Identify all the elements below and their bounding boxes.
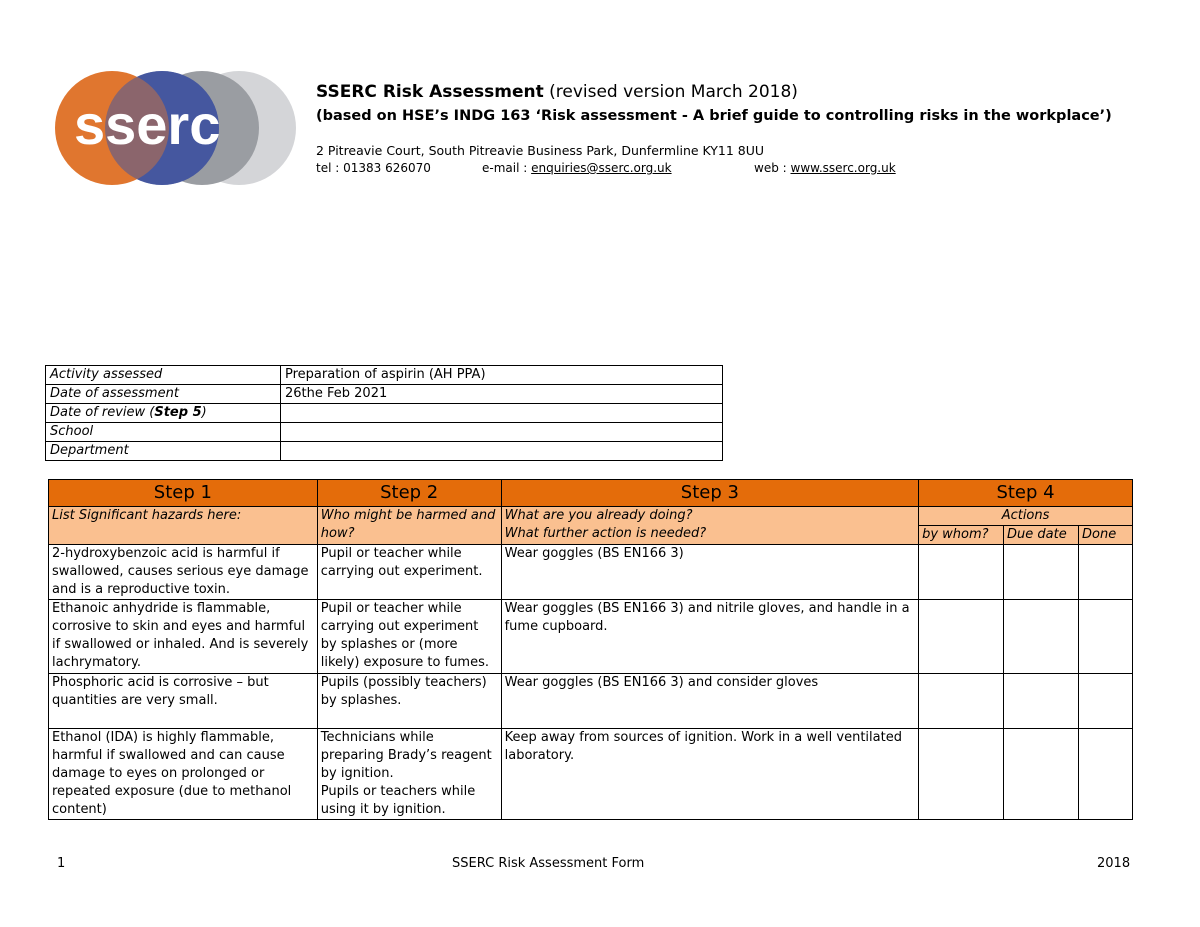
- who-cell: Pupil or teacher while carrying out experiment.: [317, 545, 501, 600]
- review-label: [46, 404, 281, 423]
- footer-page-number: 1: [57, 856, 66, 871]
- due-date-cell[interactable]: [1004, 545, 1079, 600]
- page-title: [316, 80, 1176, 104]
- title-bold: SSERC Risk Assessment: [316, 82, 544, 102]
- action-subheader: What are you already doing? What further action is needed?: [501, 507, 918, 545]
- table-row: [49, 674, 1133, 729]
- review-label-step: Step 5: [154, 405, 202, 420]
- action-cell: Keep away from sources of ignition. Work in a well ventilated laboratory.: [501, 729, 918, 820]
- date-label: Date of assessment: [46, 385, 281, 404]
- info-row-department: [46, 442, 723, 461]
- risk-assessment-table: [48, 479, 1133, 820]
- who-cell: Pupil or teacher while carrying out experiment by splashes or (more likely) exposure to fumes.: [317, 600, 501, 674]
- department-label: Department: [46, 442, 281, 461]
- info-row-school: [46, 423, 723, 442]
- sub-header-row-1: [49, 507, 1133, 526]
- web-block: [754, 160, 896, 176]
- done-cell[interactable]: [1078, 600, 1132, 674]
- info-row-review: [46, 404, 723, 423]
- due-date-cell[interactable]: [1004, 729, 1079, 820]
- footer-year: 2018: [1097, 856, 1131, 871]
- step-2-header: Step 2: [317, 480, 501, 507]
- who-subheader: Who might be harmed and how?: [317, 507, 501, 545]
- due-date-subheader: Due date: [1004, 526, 1079, 545]
- by-whom-cell[interactable]: [919, 545, 1004, 600]
- by-whom-cell[interactable]: [919, 674, 1004, 729]
- sserc-logo: [52, 68, 302, 188]
- table-row: [49, 600, 1133, 674]
- school-label: School: [46, 423, 281, 442]
- by-whom-cell[interactable]: [919, 600, 1004, 674]
- action-cell: Wear goggles (BS EN166 3) and consider gloves: [501, 674, 918, 729]
- step-3-header: Step 3: [501, 480, 918, 507]
- done-cell[interactable]: [1078, 545, 1132, 600]
- hazard-cell: 2-hydroxybenzoic acid is harmful if swallowed, causes serious eye damage and is a reproductive toxin.: [49, 545, 318, 600]
- done-cell[interactable]: [1078, 729, 1132, 820]
- hazard-cell: Ethanol (IDA) is highly flammable, harmful if swallowed and can cause damage to eyes on prolonged or repeated exposure (due to methanol content): [49, 729, 318, 820]
- who-cell: Technicians while preparing Brady’s reagent by ignition. Pupils or teachers while using it by ignition.: [317, 729, 501, 820]
- step-header-row: [49, 480, 1133, 507]
- date-value: 26the Feb 2021: [281, 385, 723, 404]
- done-cell[interactable]: [1078, 674, 1132, 729]
- hazard-cell: Ethanoic anhydride is flammable, corrosive to skin and eyes and harmful if swallowed or inhaled. And is severely lachrymatory.: [49, 600, 318, 674]
- by-whom-cell[interactable]: [919, 729, 1004, 820]
- tel: tel : 01383 626070: [316, 161, 431, 175]
- due-date-cell[interactable]: [1004, 674, 1079, 729]
- step-4-header: Step 4: [919, 480, 1133, 507]
- department-value: [281, 442, 723, 461]
- hazards-subheader: List Significant hazards here:: [49, 507, 318, 545]
- title-rest: (revised version March 2018): [543, 82, 798, 102]
- review-label-post: ): [201, 405, 207, 420]
- activity-value: Preparation of aspirin (AH PPA): [281, 366, 723, 385]
- who-cell: Pupils (possibly teachers) by splashes.: [317, 674, 501, 729]
- info-row-activity: [46, 366, 723, 385]
- footer-title: SSERC Risk Assessment Form: [452, 856, 645, 871]
- by-whom-subheader: by whom?: [919, 526, 1004, 545]
- due-date-cell[interactable]: [1004, 600, 1079, 674]
- address: 2 Pitreavie Court, South Pitreavie Business Park, Dunfermline KY11 8UU: [316, 143, 765, 158]
- actions-subheader: Actions: [919, 507, 1133, 526]
- email-block: [482, 160, 672, 176]
- web-link[interactable]: www.sserc.org.uk: [790, 161, 896, 175]
- info-row-date: [46, 385, 723, 404]
- table-row: [49, 729, 1133, 820]
- contact-line: [316, 160, 1176, 178]
- document-header: [316, 80, 1176, 178]
- hazard-cell: Phosphoric acid is corrosive – but quantities are very small.: [49, 674, 318, 729]
- web-label: web :: [754, 161, 791, 175]
- review-label-pre: Date of review (: [50, 405, 155, 420]
- email-link[interactable]: enquiries@sserc.org.uk: [531, 161, 672, 175]
- table-row: [49, 545, 1133, 600]
- review-value: [281, 404, 723, 423]
- step-1-header: Step 1: [49, 480, 318, 507]
- activity-label: Activity assessed: [46, 366, 281, 385]
- action-cell: Wear goggles (BS EN166 3) and nitrile gloves, and handle in a fume cupboard.: [501, 600, 918, 674]
- subtitle: (based on HSE’s INDG 163 ‘Risk assessment - A brief guide to controlling risks in the workplace’): [316, 108, 1112, 124]
- school-value: [281, 423, 723, 442]
- logo-text: sserc: [74, 93, 221, 156]
- activity-info-table: [45, 365, 723, 461]
- done-subheader: Done: [1078, 526, 1132, 545]
- email-label: e-mail :: [482, 161, 532, 175]
- action-cell: Wear goggles (BS EN166 3): [501, 545, 918, 600]
